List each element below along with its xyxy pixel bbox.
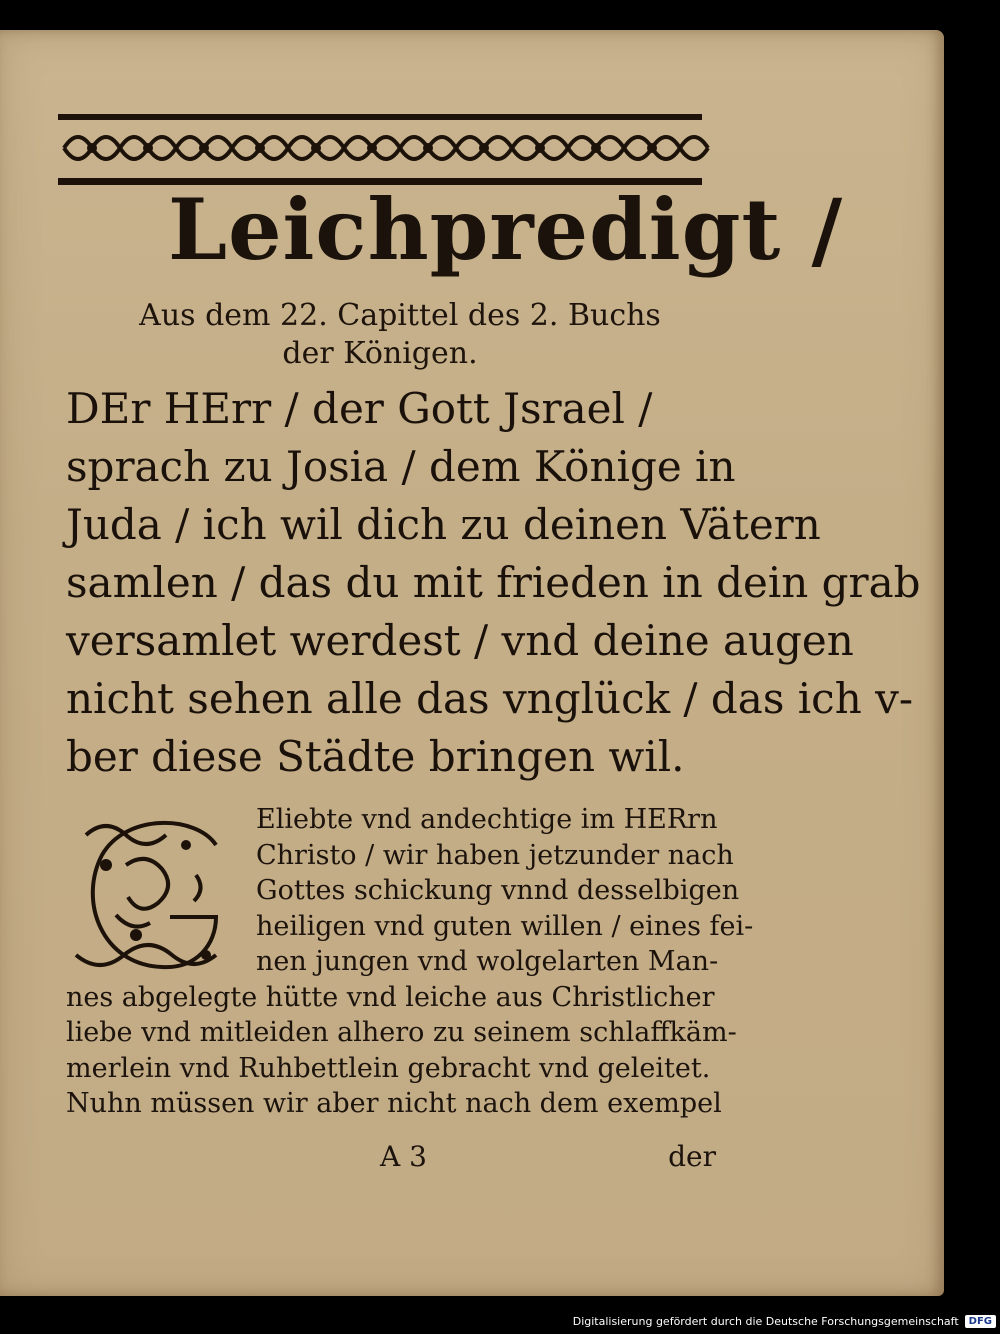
sermon-body bbox=[66, 802, 754, 1122]
body-line: heiligen vnd guten willen / eines fei- bbox=[256, 910, 754, 942]
catchword: der bbox=[668, 1140, 716, 1173]
verse-line: ber diese Städte bringen wil. bbox=[66, 732, 685, 781]
verse-line: DEr HErr / der Gott Jsrael / bbox=[66, 384, 653, 433]
body-line: merlein vnd Ruhbettlein gebracht vnd geleitet. bbox=[66, 1052, 711, 1084]
subtitle-line-2: der Königen. bbox=[282, 336, 478, 371]
body-line: liebe vnd mitleiden alhero zu seinem schlaffkäm- bbox=[66, 1017, 737, 1048]
digitization-credit bbox=[573, 1315, 996, 1328]
body-line: Nuhn müssen wir aber nicht nach dem exempel bbox=[66, 1088, 722, 1119]
verse-line: nicht sehen alle das vnglück / das ich v- bbox=[66, 674, 914, 723]
sermon-title: Leichpredigt / bbox=[168, 180, 844, 279]
credit-text: Digitalisierung gefördert durch die Deutsche Forschungsgemeinschaft bbox=[572, 1315, 959, 1328]
body-line: Eliebte vnd andechtige im HERrn bbox=[256, 804, 718, 835]
verse-line: sprach zu Josia / dem Könige in bbox=[66, 442, 736, 491]
verse-line: versamlet werdest / vnd deine augen bbox=[66, 616, 854, 665]
body-line: nes abgelegte hütte vnd leiche aus Christlicher bbox=[66, 981, 715, 1013]
ornamental-header-band bbox=[58, 86, 702, 194]
verse-line: samlen / das du mit frieden in dein grab bbox=[66, 558, 921, 607]
scripture-verse bbox=[66, 380, 921, 786]
verse-line: Juda / ich wil dich zu deinen Vätern bbox=[66, 500, 821, 549]
body-line: nen jungen vnd wolgelarten Man- bbox=[256, 946, 719, 977]
body-line: Christo / wir haben jetzunder nach bbox=[256, 839, 734, 871]
dfg-logo: DFG bbox=[965, 1315, 996, 1328]
subtitle-line-1: Aus dem 22. Capittel des 2. Buchs bbox=[139, 298, 661, 333]
signature-mark: A 3 bbox=[380, 1140, 427, 1173]
book-page bbox=[0, 30, 944, 1296]
body-line: Gottes schickung vnnd desselbigen bbox=[256, 875, 740, 906]
